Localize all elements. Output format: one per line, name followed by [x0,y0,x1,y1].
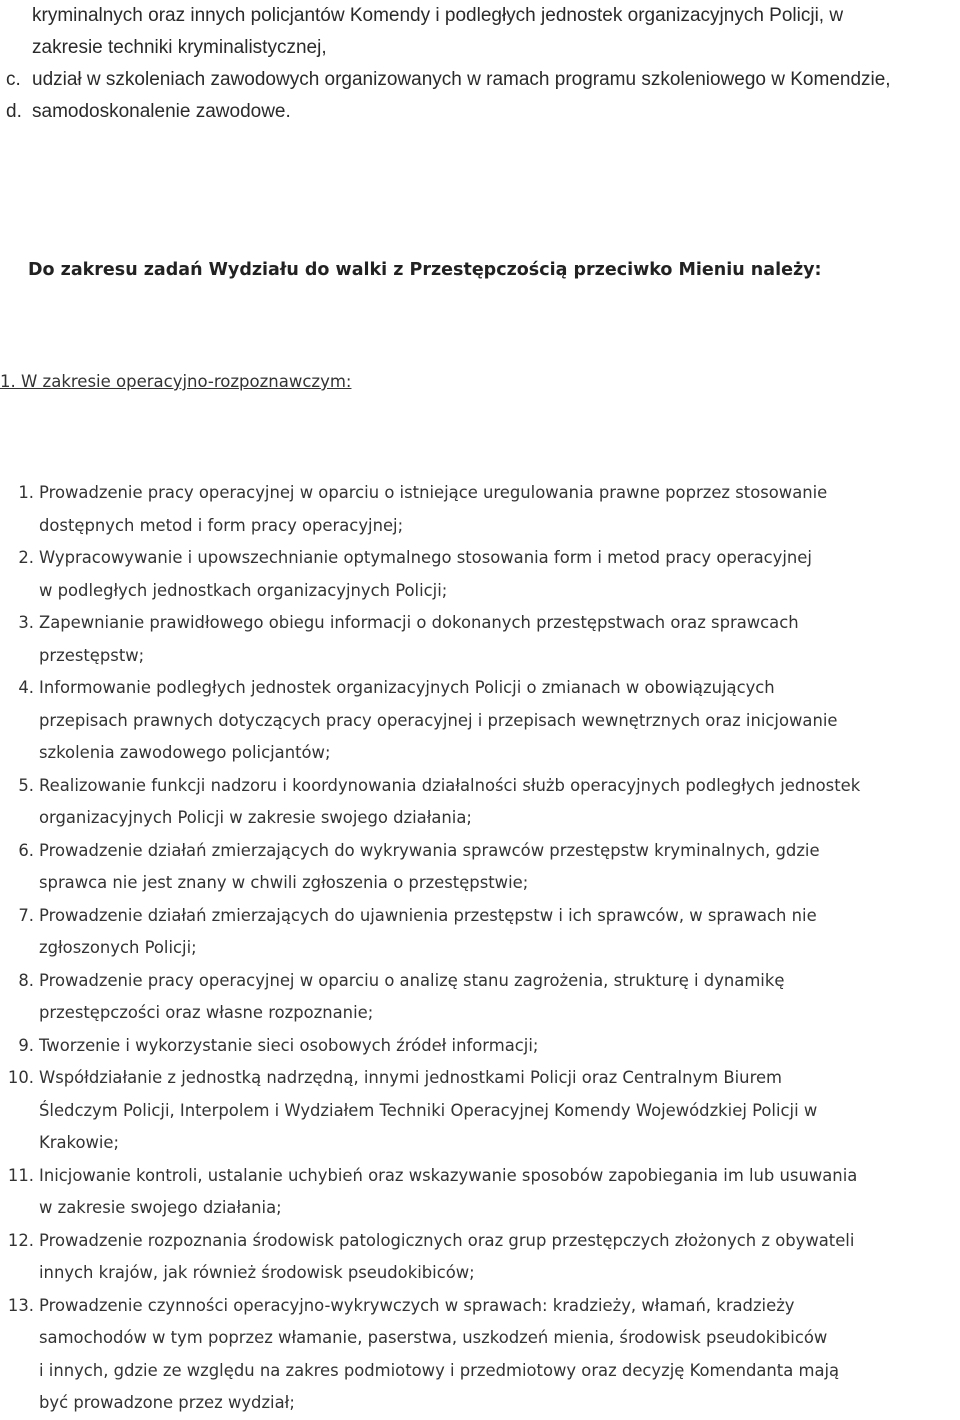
task-item [0,1062,960,1160]
task-text [39,1225,960,1290]
task-text-line: w zakresie swojego działania; [39,1198,282,1217]
task-text [39,672,960,770]
task-text-line: Śledczym Policji, Interpolem i Wydziałem Techniki Operacyjnej Komendy Wojewódzkiej Policji w [39,1100,818,1120]
task-text-line: samochodów w tym poprzez włamanie, paserstwa, uszkodzeń mienia, środowisk pseudokibiców [39,1328,828,1347]
intro-list-marker: d. [6,101,22,122]
task-item [0,477,960,542]
task-text-line: Prowadzenie czynności operacyjno-wykrywczych w sprawach: kradzieży, włamań, kradzieży [39,1295,795,1315]
task-text-line: Prowadzenie rozpoznania środowisk patologicznych oraz grup przestępczych złożonych z obywateli [39,1230,855,1250]
task-list [0,477,960,1420]
task-text-line: sprawca nie jest znany w chwili zgłoszenia o przestępstwie; [39,873,529,892]
task-number: 4. [18,678,34,697]
task-item [0,835,960,900]
task-text-line: zgłoszonych Policji; [39,938,197,957]
intro-line-text: samodoskonalenie zawodowe. [32,101,291,122]
task-text-line: innych krajów, jak również środowisk pseudokibiców; [39,1263,475,1282]
task-text-line: szkolenia zawodowego policjantów; [39,743,331,762]
task-text-line: Inicjowanie kontroli, ustalanie uchybień oraz wskazywanie sposobów zapobiegania im lub usuwania [39,1165,858,1185]
task-item [0,1225,960,1290]
task-item [0,607,960,672]
task-item [0,770,960,835]
subsection-heading: 1. W zakresie operacyjno-rozpoznawczym: [0,372,352,391]
intro-line-text: kryminalnych oraz innych policjantów Komendy i podległych jednostek organizacyjnych Policji, w [32,5,844,26]
task-text [39,900,960,965]
task-text-line: Informowanie podległych jednostek organizacyjnych Policji o zmianach w obowiązujących [39,678,775,697]
task-text-line: Prowadzenie pracy operacyjnej w oparciu o analizę stanu zagrożenia, strukturę i dynamikę [39,970,785,990]
task-text-line: przepisach prawnych dotyczących pracy operacyjnej i przepisach wewnętrznych oraz inicjowanie [39,710,838,730]
task-item [0,1030,960,1063]
task-number: 8. [18,970,34,990]
task-text-line: Realizowanie funkcji nadzoru i koordynowania działalności służb operacyjnych podległych jednostek [39,775,861,795]
intro-line-text: udział w szkoleniach zawodowych organizowanych w ramach programu szkoleniowego w Komendzie, [32,69,891,90]
task-number: 2. [18,548,34,567]
task-number: 9. [18,1035,34,1055]
task-text [39,965,960,1030]
intro-line-text: zakresie techniki kryminalistycznej, [32,37,327,58]
section-heading: Do zakresu zadań Wydziału do walki z Przestępczością przeciwko Mieniu należy: [28,260,822,280]
task-text [39,1290,960,1420]
task-text-line: przestępczości oraz własne rozpoznanie; [39,1003,374,1022]
task-text-line: Prowadzenie działań zmierzających do ujawnienia przestępstw i ich sprawców, w sprawach nie [39,905,817,925]
task-number: 13. [7,1295,34,1315]
task-number: 7. [18,905,34,925]
intro-list-marker: c. [6,69,21,90]
task-item [0,965,960,1030]
intro-list-item [0,64,960,96]
task-text-line: Prowadzenie działań zmierzających do wykrywania sprawców przestępstw kryminalnych, gdzie [39,840,820,860]
task-number: 6. [18,840,34,860]
task-item [0,1290,960,1420]
task-text-line: w podległych jednostkach organizacyjnych Policji; [39,580,448,600]
task-text [39,1062,960,1160]
task-number: 3. [18,613,34,632]
task-text [39,607,960,672]
intro-line [0,32,960,64]
task-number: 10. [7,1068,34,1087]
task-text-line: i innych, gdzie ze względu na zakres podmiotowy i przedmiotowy oraz decyzję Komendanta mają [39,1360,840,1380]
task-item [0,1160,960,1225]
task-text [39,770,960,835]
intro-list-item [0,96,960,128]
task-number: 11. [7,1165,34,1185]
task-item [0,900,960,965]
task-text-line: być prowadzone przez wydział; [39,1393,295,1412]
task-text [39,1160,960,1225]
task-text-line: organizacyjnych Policji w zakresie swojego działania; [39,808,472,827]
task-text [39,1030,960,1063]
task-text-line: dostępnych metod i form pracy operacyjnej; [39,515,404,535]
intro-continuation [0,0,960,128]
task-text [39,477,960,542]
task-text [39,542,960,607]
task-item [0,672,960,770]
task-number: 5. [18,775,34,795]
task-number: 12. [7,1230,34,1250]
task-text-line: Tworzenie i wykorzystanie sieci osobowych źródeł informacji; [39,1035,539,1055]
task-number: 1. [18,483,34,502]
task-text [39,835,960,900]
task-text-line: Zapewnianie prawidłowego obiegu informacji o dokonanych przestępstwach oraz sprawcach [39,613,799,632]
intro-line [0,0,960,32]
task-item [0,542,960,607]
task-text-line: Prowadzenie pracy operacyjnej w oparciu o istniejące uregulowania prawne poprzez stosowanie [39,483,828,502]
task-text-line: Wypracowywanie i upowszechnianie optymalnego stosowania form i metod pracy operacyjnej [39,548,812,567]
task-text-line: Krakowie; [39,1133,120,1152]
task-text-line: Współdziałanie z jednostką nadrzędną, innymi jednostkami Policji oraz Centralnym Biurem [39,1068,782,1087]
task-text-line: przestępstw; [39,645,145,665]
